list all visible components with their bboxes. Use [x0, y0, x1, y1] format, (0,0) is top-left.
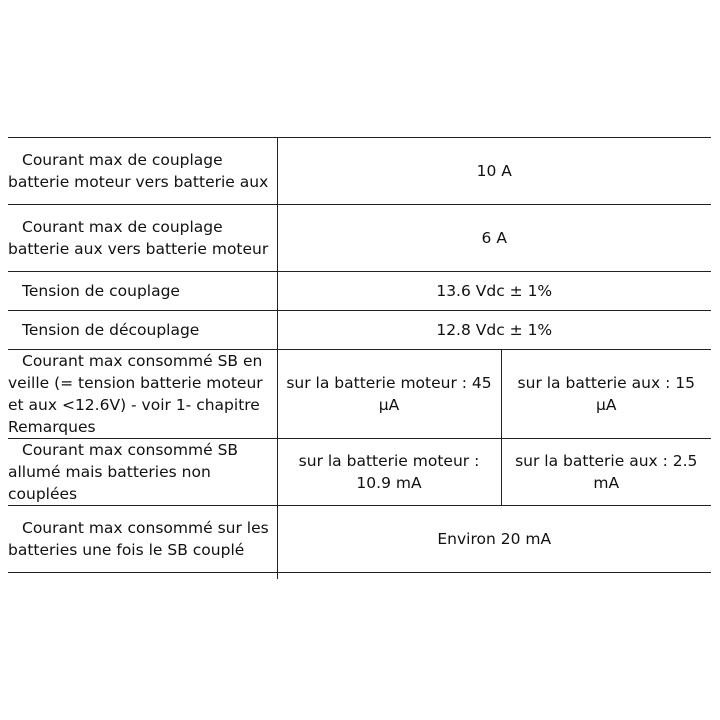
row-value-cell	[277, 311, 711, 350]
row-label: Courant max consommé sur les batteries une fois le SB couplé	[8, 519, 269, 559]
row-value: 13.6 Vdc ± 1%	[436, 282, 553, 300]
row-label: Tension de couplage	[22, 282, 180, 300]
row-value: 10 A	[476, 162, 512, 180]
row-value: 6 A	[481, 229, 507, 247]
table-row	[8, 205, 711, 272]
table-row	[8, 272, 711, 311]
row-value-right-cell	[501, 350, 711, 439]
row-label: Tension de découplage	[22, 321, 200, 339]
table-row	[8, 350, 711, 439]
row-label: Courant max consommé SB allumé mais batteries non couplées	[8, 441, 239, 503]
table-row	[8, 506, 711, 573]
row-value-right-cell	[501, 439, 711, 506]
row-value-left-cell	[277, 350, 501, 439]
row-value-left-cell	[277, 439, 501, 506]
row-label: Courant max consommé SB en veille (= tension batterie moteur et aux <12.6V) - voir 1- chapitre Remarques	[8, 352, 263, 436]
table-row	[8, 138, 711, 205]
row-label: Courant max de couplage batterie moteur vers batterie aux	[8, 151, 269, 191]
row-value: 12.8 Vdc ± 1%	[436, 321, 553, 339]
row-value: Environ 20 mA	[437, 530, 552, 548]
empty-cell	[8, 573, 277, 580]
row-value-cell	[277, 506, 711, 573]
row-value-right: sur la batterie aux : 2.5 mA	[515, 452, 698, 492]
table-row-partial	[8, 573, 711, 580]
row-label-cell	[8, 272, 277, 311]
row-label-cell	[8, 138, 277, 205]
row-label-cell	[8, 439, 277, 506]
row-label: Courant max de couplage batterie aux vers batterie moteur	[8, 218, 269, 258]
table-row	[8, 439, 711, 506]
row-value-left: sur la batterie moteur : 10.9 mA	[298, 452, 480, 492]
row-value-cell	[277, 272, 711, 311]
row-label-cell	[8, 350, 277, 439]
row-value-cell	[277, 138, 711, 205]
row-value-right: sur la batterie aux : 15 µA	[517, 374, 695, 414]
spec-table	[8, 137, 711, 579]
row-label-cell	[8, 311, 277, 350]
row-value-left: sur la batterie moteur : 45 µA	[286, 374, 492, 414]
row-label-cell	[8, 506, 277, 573]
row-label-cell	[8, 205, 277, 272]
empty-cell	[277, 573, 711, 580]
table-row	[8, 311, 711, 350]
row-value-cell	[277, 205, 711, 272]
